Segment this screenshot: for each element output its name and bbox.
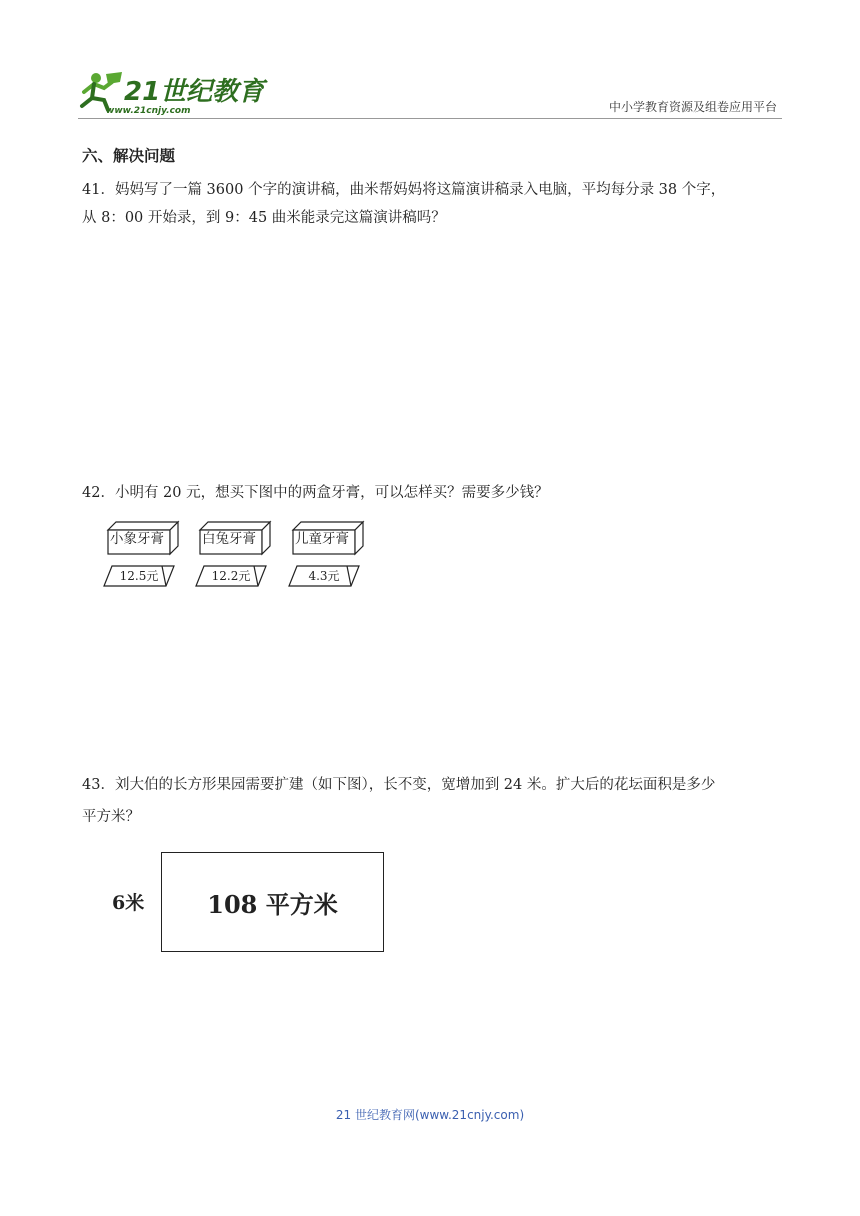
logo-url: www.21cnjy.com xyxy=(106,106,191,116)
logo-brand: 21世纪教育 xyxy=(124,77,265,107)
header-divider xyxy=(78,118,782,119)
rectangle-area-label: 108 平方米 xyxy=(207,889,338,919)
orchard-rectangle xyxy=(161,852,384,952)
question-42 xyxy=(82,479,782,507)
question-42-line1: 42．小明有 20 元，想买下图中的两盒牙膏，可以怎样买？需要多少钱？ xyxy=(82,485,549,501)
footer-link[interactable]: 21 世纪教育网(www.21cnjy.com) xyxy=(335,1108,525,1122)
toothpaste-name: 白兔牙膏 xyxy=(202,531,256,547)
question-41-line1: 41．妈妈写了一篇 3600 个字的演讲稿，曲米帮妈妈将这篇演讲稿录入电脑，平均每分录 38 个字， xyxy=(82,182,726,198)
question-43 xyxy=(82,771,782,831)
toothpaste-name: 小象牙膏 xyxy=(110,531,164,547)
toothpaste-item xyxy=(289,520,369,590)
toothpaste-item xyxy=(196,520,276,590)
question-41-line2: 从 8：00 开始录，到 9：45 曲米能录完这篇演讲稿吗？ xyxy=(82,210,446,226)
header-platform-text: 中小学教育资源及组卷应用平台 xyxy=(608,100,777,114)
question-41 xyxy=(82,176,782,232)
question-43-line1: 43．刘大伯的长方形果园需要扩建（如下图），长不变，宽增加到 24 米。扩大后的花坛面积是多少 xyxy=(82,777,716,793)
toothpaste-price: 12.5元 xyxy=(119,569,159,583)
section-title: 六、解决问题 xyxy=(82,147,176,165)
toothpaste-item xyxy=(104,520,184,590)
toothpaste-price: 12.2元 xyxy=(211,569,251,583)
runner-logo-icon xyxy=(76,70,265,116)
toothpaste-price: 4.3元 xyxy=(308,569,340,583)
rectangle-width-label: 6米 xyxy=(112,892,145,914)
question-43-line2: 平方米？ xyxy=(82,809,140,825)
site-logo xyxy=(76,70,265,116)
toothpaste-name: 儿童牙膏 xyxy=(295,531,349,547)
